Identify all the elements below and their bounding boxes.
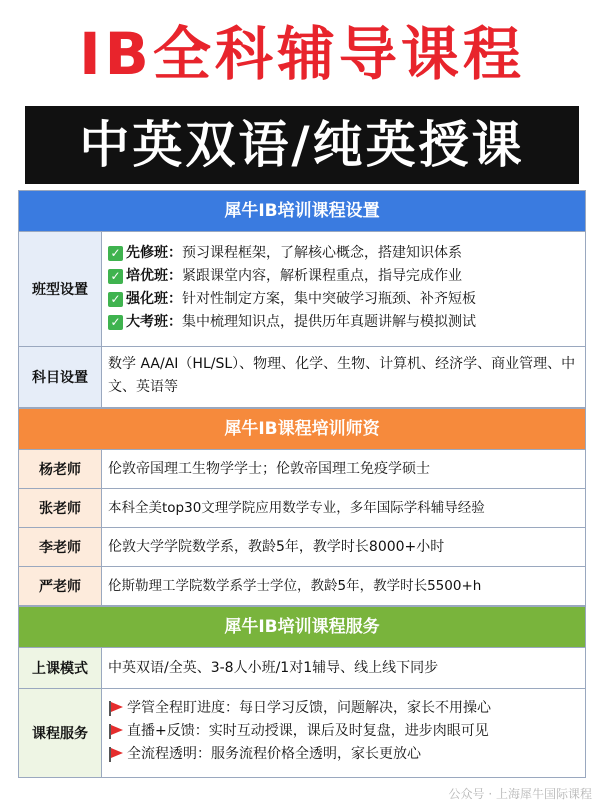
service-item: 学管全程盯进度：每日学习反馈，问题解决，家长不用操心 (108, 697, 579, 720)
check-icon: ✓ (108, 292, 123, 307)
class-type-list (102, 232, 585, 346)
teacher-name: 张老师 (19, 489, 102, 527)
teacher-row (18, 567, 586, 606)
class-item: ✓ 先修班： 预习课程框架，了解核心概念，搭建知识体系 (108, 242, 579, 265)
subject-label: 科目设置 (19, 347, 102, 407)
subject-row (18, 347, 586, 408)
red-flag-icon (108, 747, 124, 762)
service-item: 全流程透明：服务流程价格全透明，家长更放心 (108, 743, 579, 766)
section-services-heading: 犀牛IB培训课程服务 (18, 606, 586, 648)
teacher-name: 杨老师 (19, 450, 102, 488)
teacher-desc: 伦斯勒理工学院数学系学士学位，教龄5年，教学时长5500+h (108, 577, 482, 594)
class-item: ✓ 培优班： 紧跟课堂内容，解析课程重点，指导完成作业 (108, 265, 579, 288)
teacher-row (18, 450, 586, 489)
watermark: 公众号 · 上海犀牛国际课程 (448, 787, 592, 801)
check-icon: ✓ (108, 269, 123, 284)
class-mode-desc: 中英双语/全英、3-8人小班/1对1辅导、线上线下同步 (108, 659, 439, 676)
subtitle-banner: 中英双语/纯英授课 (25, 106, 579, 184)
teacher-desc: 伦敦大学学院数学系，教龄5年，教学时长8000+小时 (108, 538, 445, 555)
teacher-row (18, 489, 586, 528)
class-type-label: 班型设置 (19, 232, 102, 346)
teacher-name: 严老师 (19, 567, 102, 605)
info-sheet (18, 190, 586, 778)
service-row (18, 689, 586, 778)
class-mode-row (18, 648, 586, 689)
check-icon: ✓ (108, 246, 123, 261)
class-item: ✓ 强化班： 针对性制定方案，集中突破学习瓶颈、补齐短板 (108, 288, 579, 311)
teacher-name: 李老师 (19, 528, 102, 566)
service-item: 直播+反馈：实时互动授课，课后及时复盘，进步肉眼可见 (108, 720, 579, 743)
service-list (102, 689, 585, 777)
page-title: IB全科辅导课程 (79, 20, 525, 88)
class-mode-label: 上课模式 (19, 648, 102, 688)
section-course-setup-heading: 犀牛IB培训课程设置 (18, 190, 586, 232)
service-label: 课程服务 (19, 689, 102, 777)
class-type-row (18, 232, 586, 347)
class-item: ✓ 大考班： 集中梳理知识点，提供历年真题讲解与模拟测试 (108, 311, 579, 334)
subject-list: 数学 AA/AI（HL/SL）、物理、化学、生物、计算机、经济学、商业管理、中文、英语等 (108, 356, 576, 395)
teacher-row (18, 528, 586, 567)
section-teachers-heading: 犀牛IB课程培训师资 (18, 408, 586, 450)
check-icon: ✓ (108, 315, 123, 330)
red-flag-icon (108, 724, 124, 739)
red-flag-icon (108, 701, 124, 716)
teacher-desc: 伦敦帝国理工生物学学士；伦敦帝国理工免疫学硕士 (108, 460, 430, 477)
teacher-desc: 本科全美top30文理学院应用数学专业，多年国际学科辅导经验 (108, 499, 485, 516)
